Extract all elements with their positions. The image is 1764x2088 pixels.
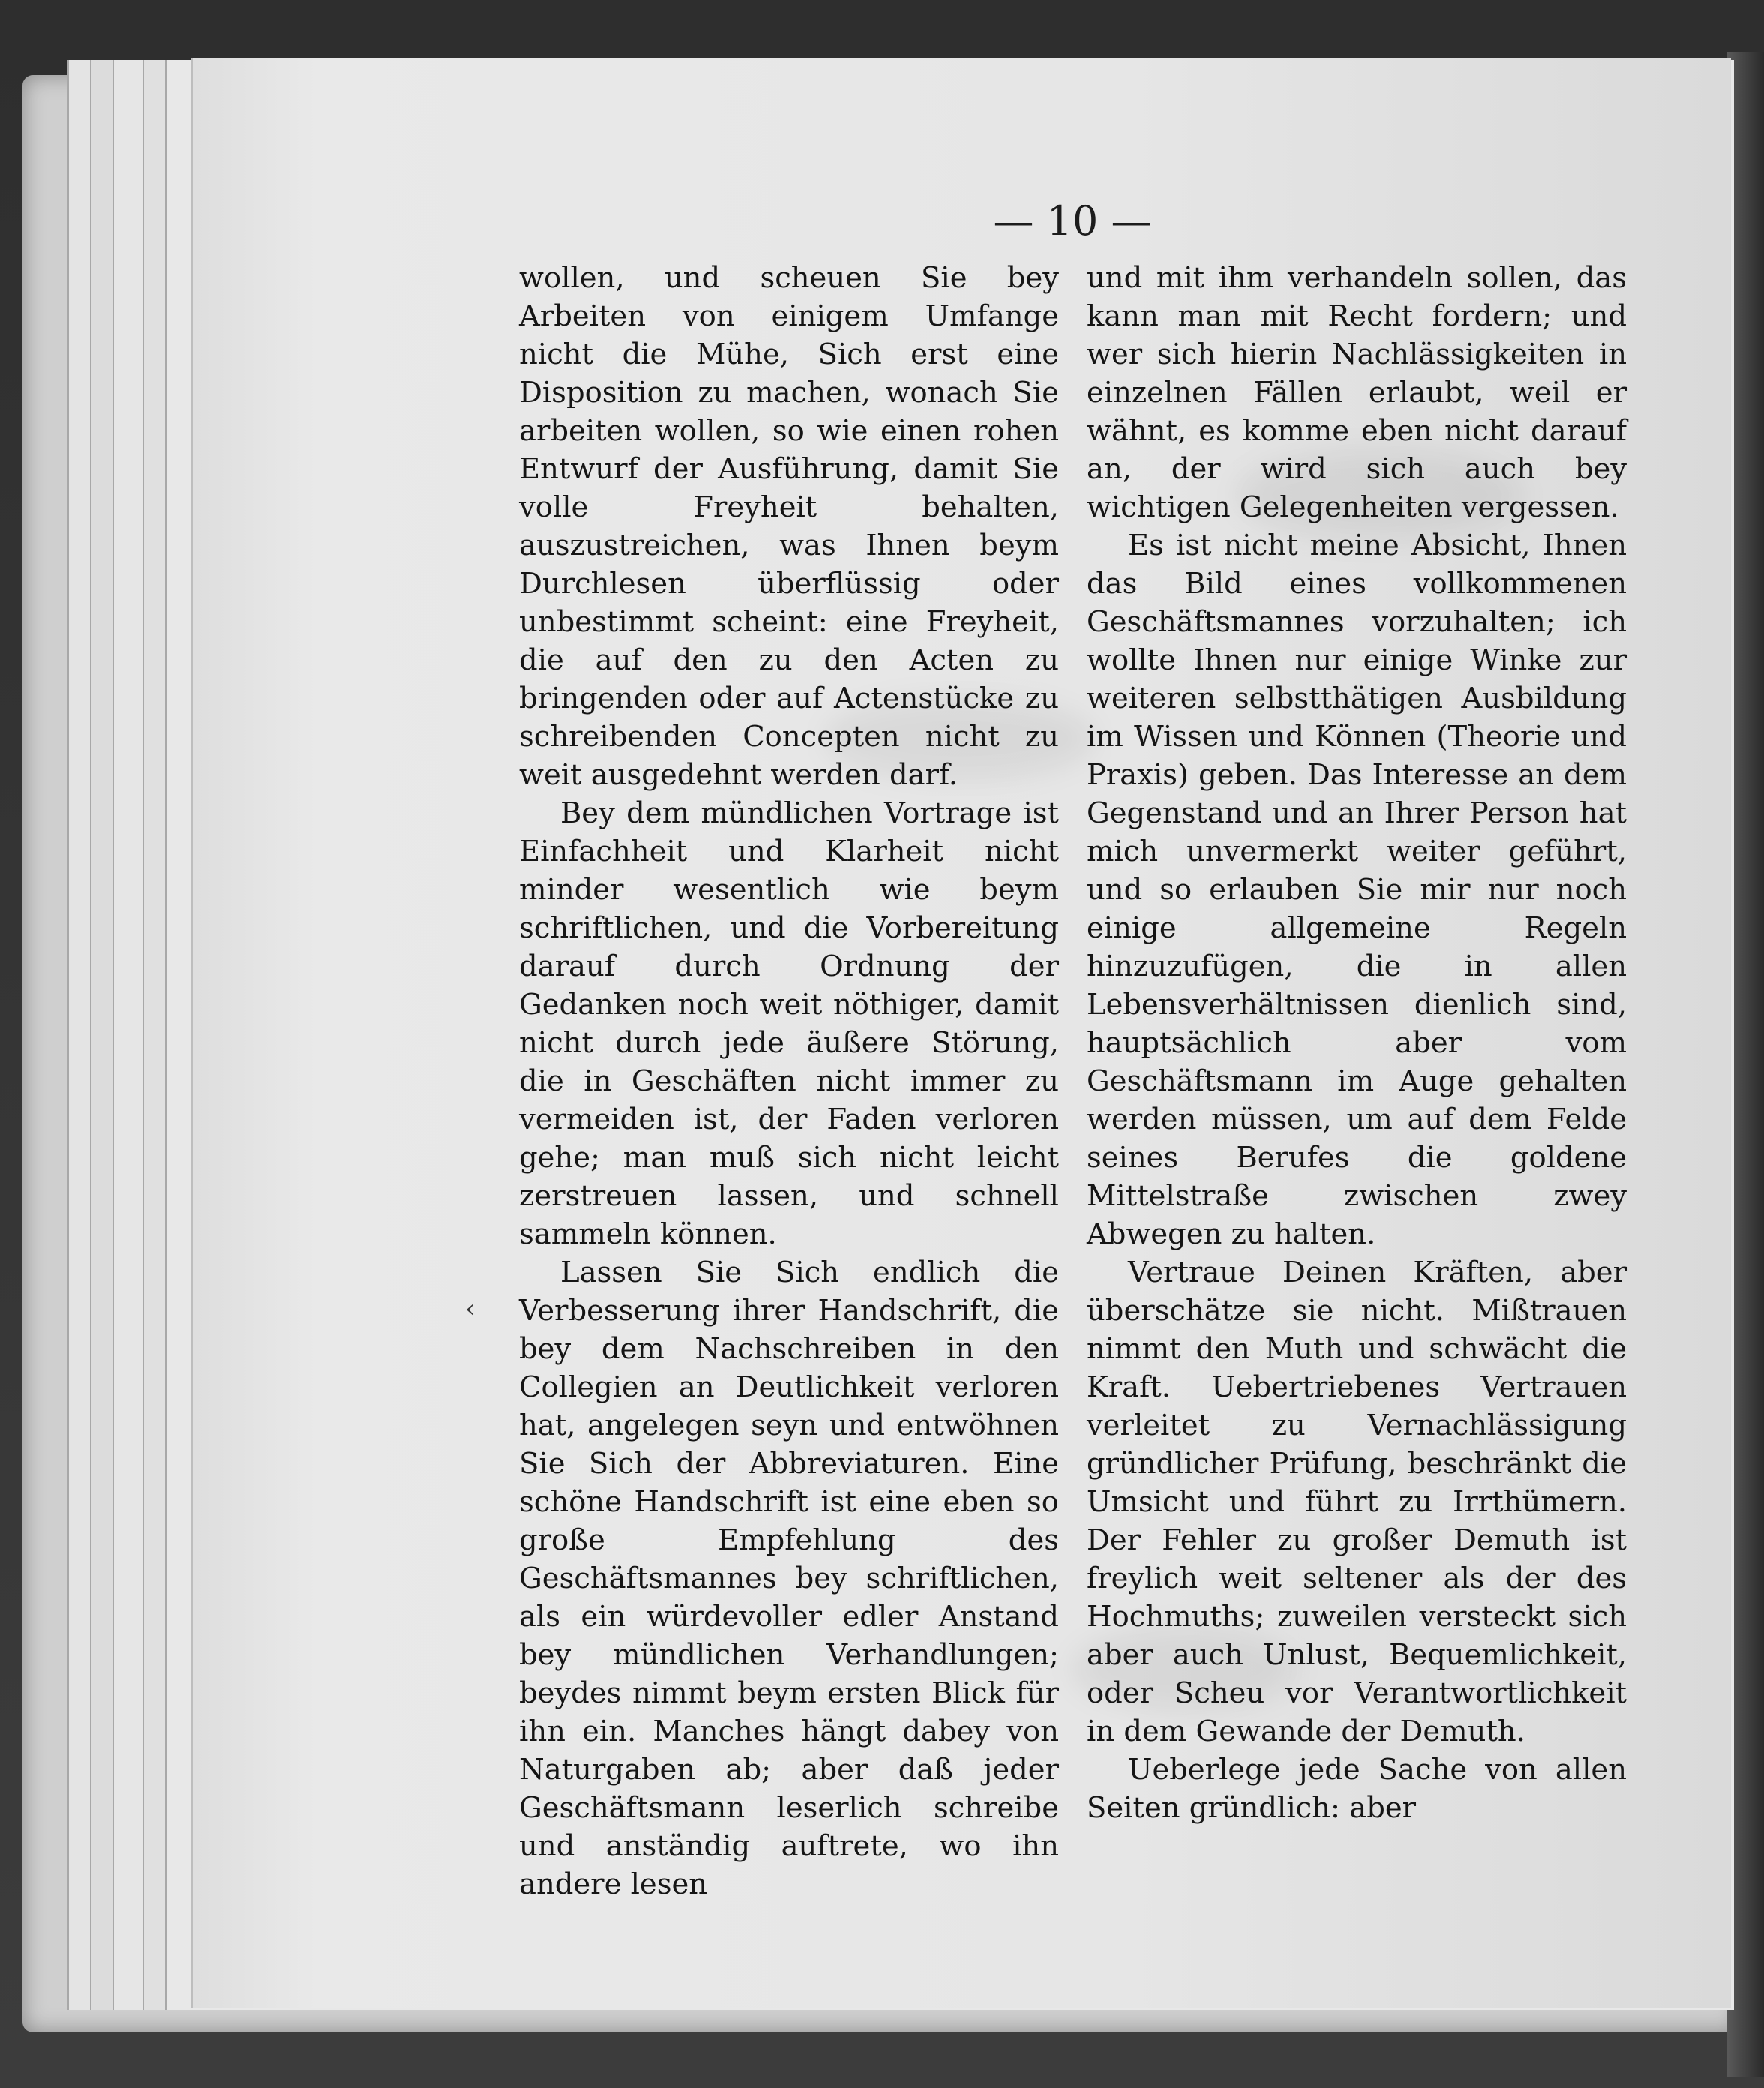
page-number: — 10 — (993, 197, 1152, 244)
paragraph: Bey dem mündlichen Vortrage ist Einfachheit und Klarheit nicht minder wesentlich wie beym schriftlichen, und die Vorbereitung darauf durch Ordnung der Gedanken noch weit nöthiger, damit nicht durch jede äußere Störung, die in Geschäften nicht immer zu vermeiden ist, der Faden verloren gehe; man muß sich nicht leicht zerstreuen lassen, und schnell sammeln können. (519, 796, 1059, 1251)
paragraph: Ueberlege jede Sache von allen Seiten gründlich: aber (1087, 1753, 1627, 1825)
paragraph: Es ist nicht meine Absicht, Ihnen das Bild eines vollkommenen Geschäftsmannes vorzuhalten; ich wollte Ihnen nur einige Winke zur weiteren selbstthätigen Ausbildung im Wissen und Können (Theorie und Praxis) geben. Das Interesse an dem Gegenstand und an Ihrer Person hat mich unvermerkt weiter geführt, und so erlauben Sie mir nur noch einige allgemeine Regeln hinzuzufügen, die in allen Lebensverhältnissen dienlich sind, hauptsächlich aber vom Geschäftsmann im Auge gehalten werden müssen, um auf dem Felde seines Berufes die goldene Mittelstraße zwischen zwey Abwegen zu halten. (1087, 529, 1627, 1251)
left-text-column (519, 259, 1059, 1904)
paragraph: Lassen Sie Sich endlich die Verbesserung ihrer Handschrift, die bey dem Nachschreiben in den Collegien an Deutlichkeit verloren hat, angelegen seyn und entwöhnen Sie Sich der Abbreviaturen. Eine schöne Handschrift ist eine eben so große Empfehlung des Geschäftsmannes bey schriftlichen, als ein würdevoller edler Anstand bey mündlichen Verhandlungen; beydes nimmt beym ersten Blick für ihn ein. Manches hängt dabey von Naturgaben ab; aber daß jeder Geschäftsmann leserlich schreibe und anständig auftrete, wo ihn andere lesen (519, 1256, 1059, 1901)
paragraph: Vertraue Deinen Kräften, aber überschätze sie nicht. Mißtrauen nimmt den Muth und schwächt die Kraft. Uebertriebenes Vertrauen verleitet zu Vernachlässigung gründlicher Prüfung, beschränkt die Umsicht und führt zu Irrthümern. Der Fehler zu großer Demuth ist freylich weit seltener als der des Hochmuths; zuweilen versteckt sich aber auch Unlust, Bequemlichkeit, oder Scheu vor Verantwortlichkeit in dem Gewande der Demuth. (1087, 1256, 1627, 1748)
margin-mark: ‹ (465, 1294, 476, 1324)
right-text-column (1087, 259, 1627, 1827)
paragraph: und mit ihm verhandeln sollen, das kann man mit Recht fordern; und wer sich hierin Nachlässigkeiten in einzelnen Fällen erlaubt, weil er wähnt, es komme eben nicht darauf an, der wird sich auch bey wichtigen Gelegenheiten vergessen. (1087, 261, 1627, 524)
paragraph: wollen, und scheuen Sie bey Arbeiten von einigem Umfange nicht die Mühe, Sich erst eine Disposition zu machen, wonach Sie arbeiten wollen, so wie einen rohen Entwurf der Ausführung, damit Sie volle Freyheit behalten, auszustreichen, was Ihnen beym Durchlesen überflüssig oder unbestimmt scheint: eine Freyheit, die auf den zu den Acten zu bringenden oder auf Actenstücke zu schreibenden Concepten nicht zu weit ausgedehnt werden darf. (519, 261, 1059, 792)
